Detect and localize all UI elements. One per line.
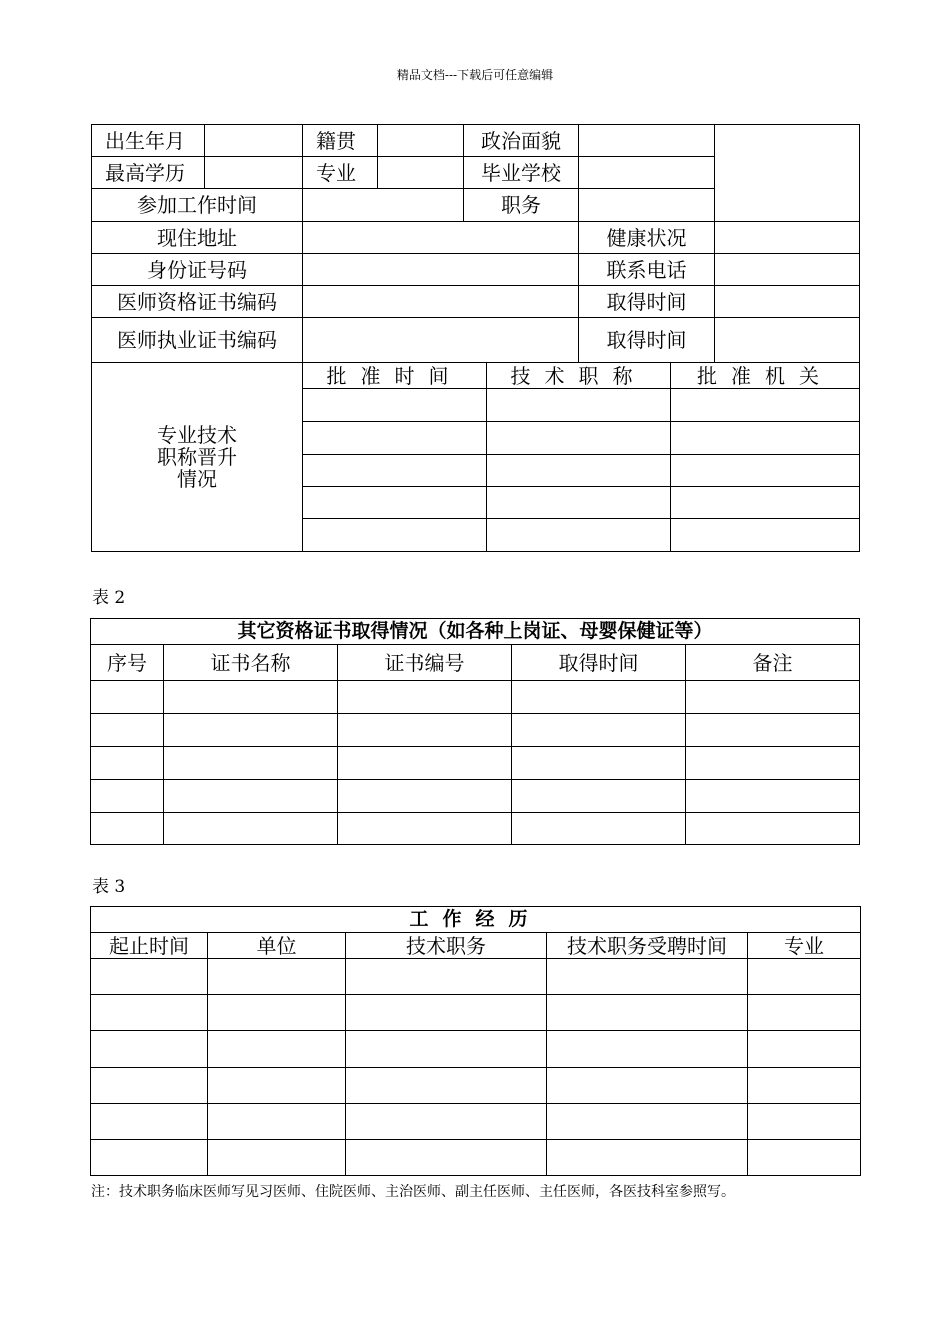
table-row (91, 681, 860, 714)
col-header-obtain-date: 取得时间 (512, 645, 686, 681)
promotion-cell[interactable] (487, 389, 671, 422)
work-start-cell[interactable] (303, 189, 464, 222)
promotion-cell[interactable] (487, 519, 671, 552)
table-cell[interactable] (208, 959, 346, 995)
table-cell[interactable] (91, 681, 164, 714)
table-cell[interactable] (208, 1104, 346, 1140)
table-cell[interactable] (91, 1140, 208, 1176)
col-header-appointment-date: 技术职务受聘时间 (547, 933, 748, 959)
col-header-employer: 单位 (208, 933, 346, 959)
table-row (91, 780, 860, 813)
address-label: 现住地址 (92, 222, 303, 254)
practice-cert-label: 医师执业证书编码 (92, 318, 303, 363)
position-cell[interactable] (579, 189, 715, 222)
table-cell[interactable] (346, 1068, 547, 1104)
table-cell[interactable] (91, 747, 164, 780)
col-header-remarks: 备注 (686, 645, 860, 681)
promotion-cell[interactable] (487, 422, 671, 455)
footnote: 注：技术职务临床医师写见习医师、住院医师、主治医师、副主任医师、主任医师，各医技科室参照写。 (91, 1184, 735, 1200)
position-label: 职务 (464, 189, 579, 222)
major-label: 专业 (303, 157, 378, 189)
table-cell[interactable] (686, 747, 860, 780)
table-cell[interactable] (686, 681, 860, 714)
table-cell[interactable] (748, 995, 861, 1031)
table2-label: 表 2 (92, 588, 126, 608)
table-row (91, 995, 861, 1031)
personal-info-table (91, 124, 860, 552)
col-header-cert-name: 证书名称 (164, 645, 338, 681)
table-cell[interactable] (547, 1140, 748, 1176)
table-cell[interactable] (512, 747, 686, 780)
table-cell[interactable] (91, 959, 208, 995)
table-row (91, 1031, 861, 1068)
education-cell[interactable] (205, 157, 303, 189)
native-place-label: 籍贯 (303, 125, 378, 157)
qualification-date-cell[interactable] (715, 286, 860, 318)
table-cell[interactable] (164, 747, 338, 780)
table-row (91, 714, 860, 747)
table-cell[interactable] (512, 813, 686, 845)
practice-date-label: 取得时间 (579, 318, 715, 363)
table-cell[interactable] (164, 780, 338, 813)
table-cell[interactable] (91, 813, 164, 845)
table-row (91, 1140, 861, 1176)
col-header-tech-position: 技术职务 (346, 933, 547, 959)
promotion-cell[interactable] (671, 422, 860, 455)
table-cell[interactable] (91, 1104, 208, 1140)
qualification-cert-cell[interactable] (303, 286, 579, 318)
approval-authority-header: 批准机关 (671, 363, 860, 389)
health-cell[interactable] (715, 222, 860, 254)
col-header-period: 起止时间 (91, 933, 208, 959)
tech-title-header: 技术职称 (487, 363, 671, 389)
id-number-cell[interactable] (303, 254, 579, 286)
political-status-cell[interactable] (579, 125, 715, 157)
table-cell[interactable] (547, 1031, 748, 1068)
table-cell[interactable] (748, 1104, 861, 1140)
address-cell[interactable] (303, 222, 579, 254)
promotion-cell[interactable] (303, 519, 487, 552)
birth-date-cell[interactable] (205, 125, 303, 157)
promotion-cell[interactable] (303, 389, 487, 422)
id-number-label: 身份证号码 (92, 254, 303, 286)
col-header-specialty: 专业 (748, 933, 861, 959)
table-cell[interactable] (208, 1031, 346, 1068)
work-experience-table (90, 906, 861, 1176)
promotion-cell[interactable] (671, 487, 860, 519)
education-label: 最高学历 (92, 157, 205, 189)
table-cell[interactable] (164, 681, 338, 714)
table-cell[interactable] (208, 995, 346, 1031)
promotion-cell[interactable] (487, 487, 671, 519)
table-cell[interactable] (91, 1068, 208, 1104)
table-cell[interactable] (91, 714, 164, 747)
table-cell[interactable] (547, 959, 748, 995)
qualification-date-label: 取得时间 (579, 286, 715, 318)
promotion-cell[interactable] (303, 422, 487, 455)
promotion-cell[interactable] (671, 519, 860, 552)
table2-title: 其它资格证书取得情况（如各种上岗证、母婴保健证等） (91, 619, 860, 645)
table-row (91, 813, 860, 845)
table-cell[interactable] (346, 1140, 547, 1176)
table-cell[interactable] (338, 780, 512, 813)
promotion-cell[interactable] (487, 455, 671, 487)
qualification-cert-label: 医师资格证书编码 (92, 286, 303, 318)
table-cell[interactable] (338, 747, 512, 780)
promotion-cell[interactable] (303, 487, 487, 519)
table-cell[interactable] (346, 1104, 547, 1140)
table3-title: 工作经历 (91, 907, 861, 933)
photo-cell[interactable] (715, 125, 860, 222)
table-cell[interactable] (338, 714, 512, 747)
table-cell[interactable] (91, 1031, 208, 1068)
other-certificates-table (90, 618, 860, 845)
table-cell[interactable] (346, 1031, 547, 1068)
table-cell[interactable] (547, 1068, 748, 1104)
graduate-school-cell[interactable] (579, 157, 715, 189)
table3-label: 表 3 (92, 877, 126, 897)
table-cell[interactable] (686, 813, 860, 845)
table-cell[interactable] (91, 780, 164, 813)
table-row (91, 747, 860, 780)
phone-label: 联系电话 (579, 254, 715, 286)
table-cell[interactable] (512, 780, 686, 813)
promotion-label (92, 363, 303, 552)
table-cell[interactable] (686, 780, 860, 813)
political-status-label: 政治面貌 (464, 125, 579, 157)
promotion-label-line-1: 专业技术 (157, 423, 237, 447)
table-row (91, 1068, 861, 1104)
table-cell[interactable] (748, 1140, 861, 1176)
table-cell[interactable] (164, 714, 338, 747)
table-cell[interactable] (346, 959, 547, 995)
practice-cert-cell[interactable] (303, 318, 579, 363)
table-cell[interactable] (338, 813, 512, 845)
approval-time-header: 批准时间 (303, 363, 487, 389)
table-cell[interactable] (512, 681, 686, 714)
native-place-cell[interactable] (378, 125, 464, 157)
promotion-label-line-3: 情况 (177, 467, 217, 491)
birth-date-label: 出生年月 (92, 125, 205, 157)
table-cell[interactable] (164, 813, 338, 845)
promotion-cell[interactable] (671, 455, 860, 487)
page-header: 精品文档---下载后可任意编辑 (396, 68, 554, 82)
table-cell[interactable] (547, 995, 748, 1031)
health-label: 健康状况 (579, 222, 715, 254)
practice-date-cell[interactable] (715, 318, 860, 363)
table-cell[interactable] (346, 995, 547, 1031)
col-header-seq: 序号 (91, 645, 164, 681)
table-cell[interactable] (748, 959, 861, 995)
table-cell[interactable] (748, 1031, 861, 1068)
table-cell[interactable] (686, 714, 860, 747)
promotion-cell[interactable] (303, 455, 487, 487)
table-cell[interactable] (512, 714, 686, 747)
table-cell[interactable] (338, 681, 512, 714)
phone-cell[interactable] (715, 254, 860, 286)
promotion-label-line-2: 职称晋升 (157, 445, 237, 469)
promotion-cell[interactable] (671, 389, 860, 422)
graduate-school-label: 毕业学校 (464, 157, 579, 189)
table-row (91, 959, 861, 995)
col-header-cert-no: 证书编号 (338, 645, 512, 681)
table-row (91, 1104, 861, 1140)
table-cell[interactable] (208, 1140, 346, 1176)
work-start-label: 参加工作时间 (92, 189, 303, 222)
table-cell[interactable] (91, 995, 208, 1031)
table-cell[interactable] (547, 1104, 748, 1140)
major-cell[interactable] (378, 157, 464, 189)
table-cell[interactable] (208, 1068, 346, 1104)
table-cell[interactable] (748, 1068, 861, 1104)
